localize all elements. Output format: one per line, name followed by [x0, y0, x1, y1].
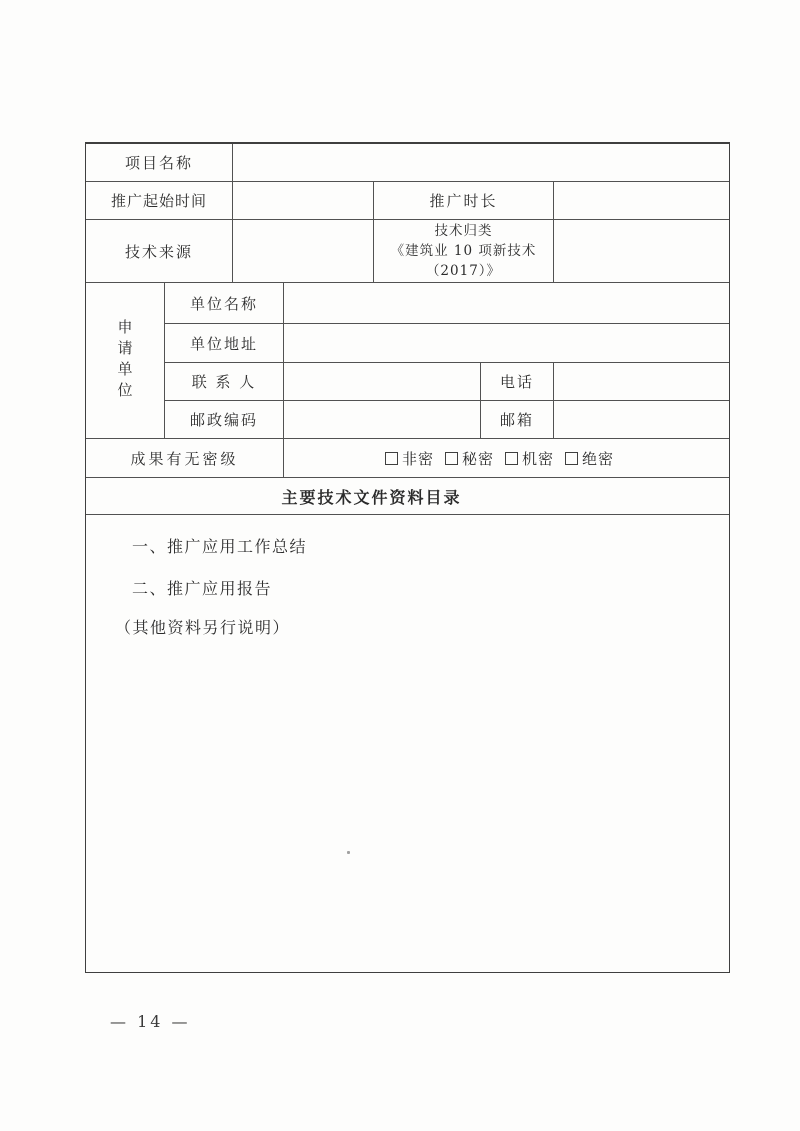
field-label-phone: 电话 [481, 363, 554, 401]
field-value-promo-duration [554, 182, 729, 220]
applicant-group-cell [86, 283, 165, 439]
application-form-table [85, 142, 730, 973]
field-value-phone [554, 363, 729, 401]
field-value-tech-category [554, 220, 729, 283]
field-label-contact: 联 系 人 [165, 363, 284, 401]
scan-speckle [347, 851, 350, 854]
field-label-postcode: 邮政编码 [165, 401, 284, 439]
field-value-promo-start [233, 182, 374, 220]
field-value-project-name [233, 144, 729, 182]
field-value-contact [284, 363, 481, 401]
secrecy-option-label: 非密 [401, 449, 434, 468]
field-label-unit-name: 单位名称 [165, 283, 284, 324]
checkbox-icon [505, 452, 518, 465]
secrecy-option-feimi [385, 448, 434, 469]
page-number: — 14 — [110, 1012, 191, 1031]
field-label-secrecy: 成果有无密级 [86, 439, 284, 478]
catalog-note: （其他资料另行说明） [115, 618, 291, 637]
field-value-unit-name [284, 283, 729, 324]
secrecy-option-label: 机密 [522, 449, 555, 468]
catalog-header: 主要技术文件资料目录 [86, 478, 729, 515]
field-value-email [554, 401, 729, 439]
field-label-promo-duration: 推广时长 [374, 182, 554, 220]
secrecy-option-label: 秘密 [461, 449, 494, 468]
checkbox-icon [385, 452, 398, 465]
secrecy-option-mimi [445, 448, 494, 469]
field-label-project-name: 项目名称 [86, 144, 233, 182]
secrecy-option-label: 绝密 [582, 449, 615, 468]
field-label-tech-category: 技术归类 《建筑业 10 项新技术 （2017）》 [374, 220, 554, 283]
field-label-tech-source: 技术来源 [86, 220, 233, 283]
field-label-promo-start: 推广起始时间 [86, 182, 233, 220]
field-value-unit-address [284, 324, 729, 363]
secrecy-options-cell [284, 439, 729, 478]
secrecy-option-jimi [505, 448, 554, 469]
secrecy-option-juemi [565, 448, 614, 469]
field-value-postcode [284, 401, 481, 439]
field-label-unit-address: 单位地址 [165, 324, 284, 363]
field-label-email: 邮箱 [481, 401, 554, 439]
field-value-tech-source [233, 220, 374, 283]
applicant-group-label: 申请单位 [115, 318, 134, 403]
checkbox-icon [445, 452, 458, 465]
catalog-content-cell [86, 515, 729, 972]
catalog-item-2: 二、推广应用报告 [132, 579, 273, 598]
catalog-item-1: 一、推广应用工作总结 [132, 537, 308, 556]
checkbox-icon [565, 452, 578, 465]
